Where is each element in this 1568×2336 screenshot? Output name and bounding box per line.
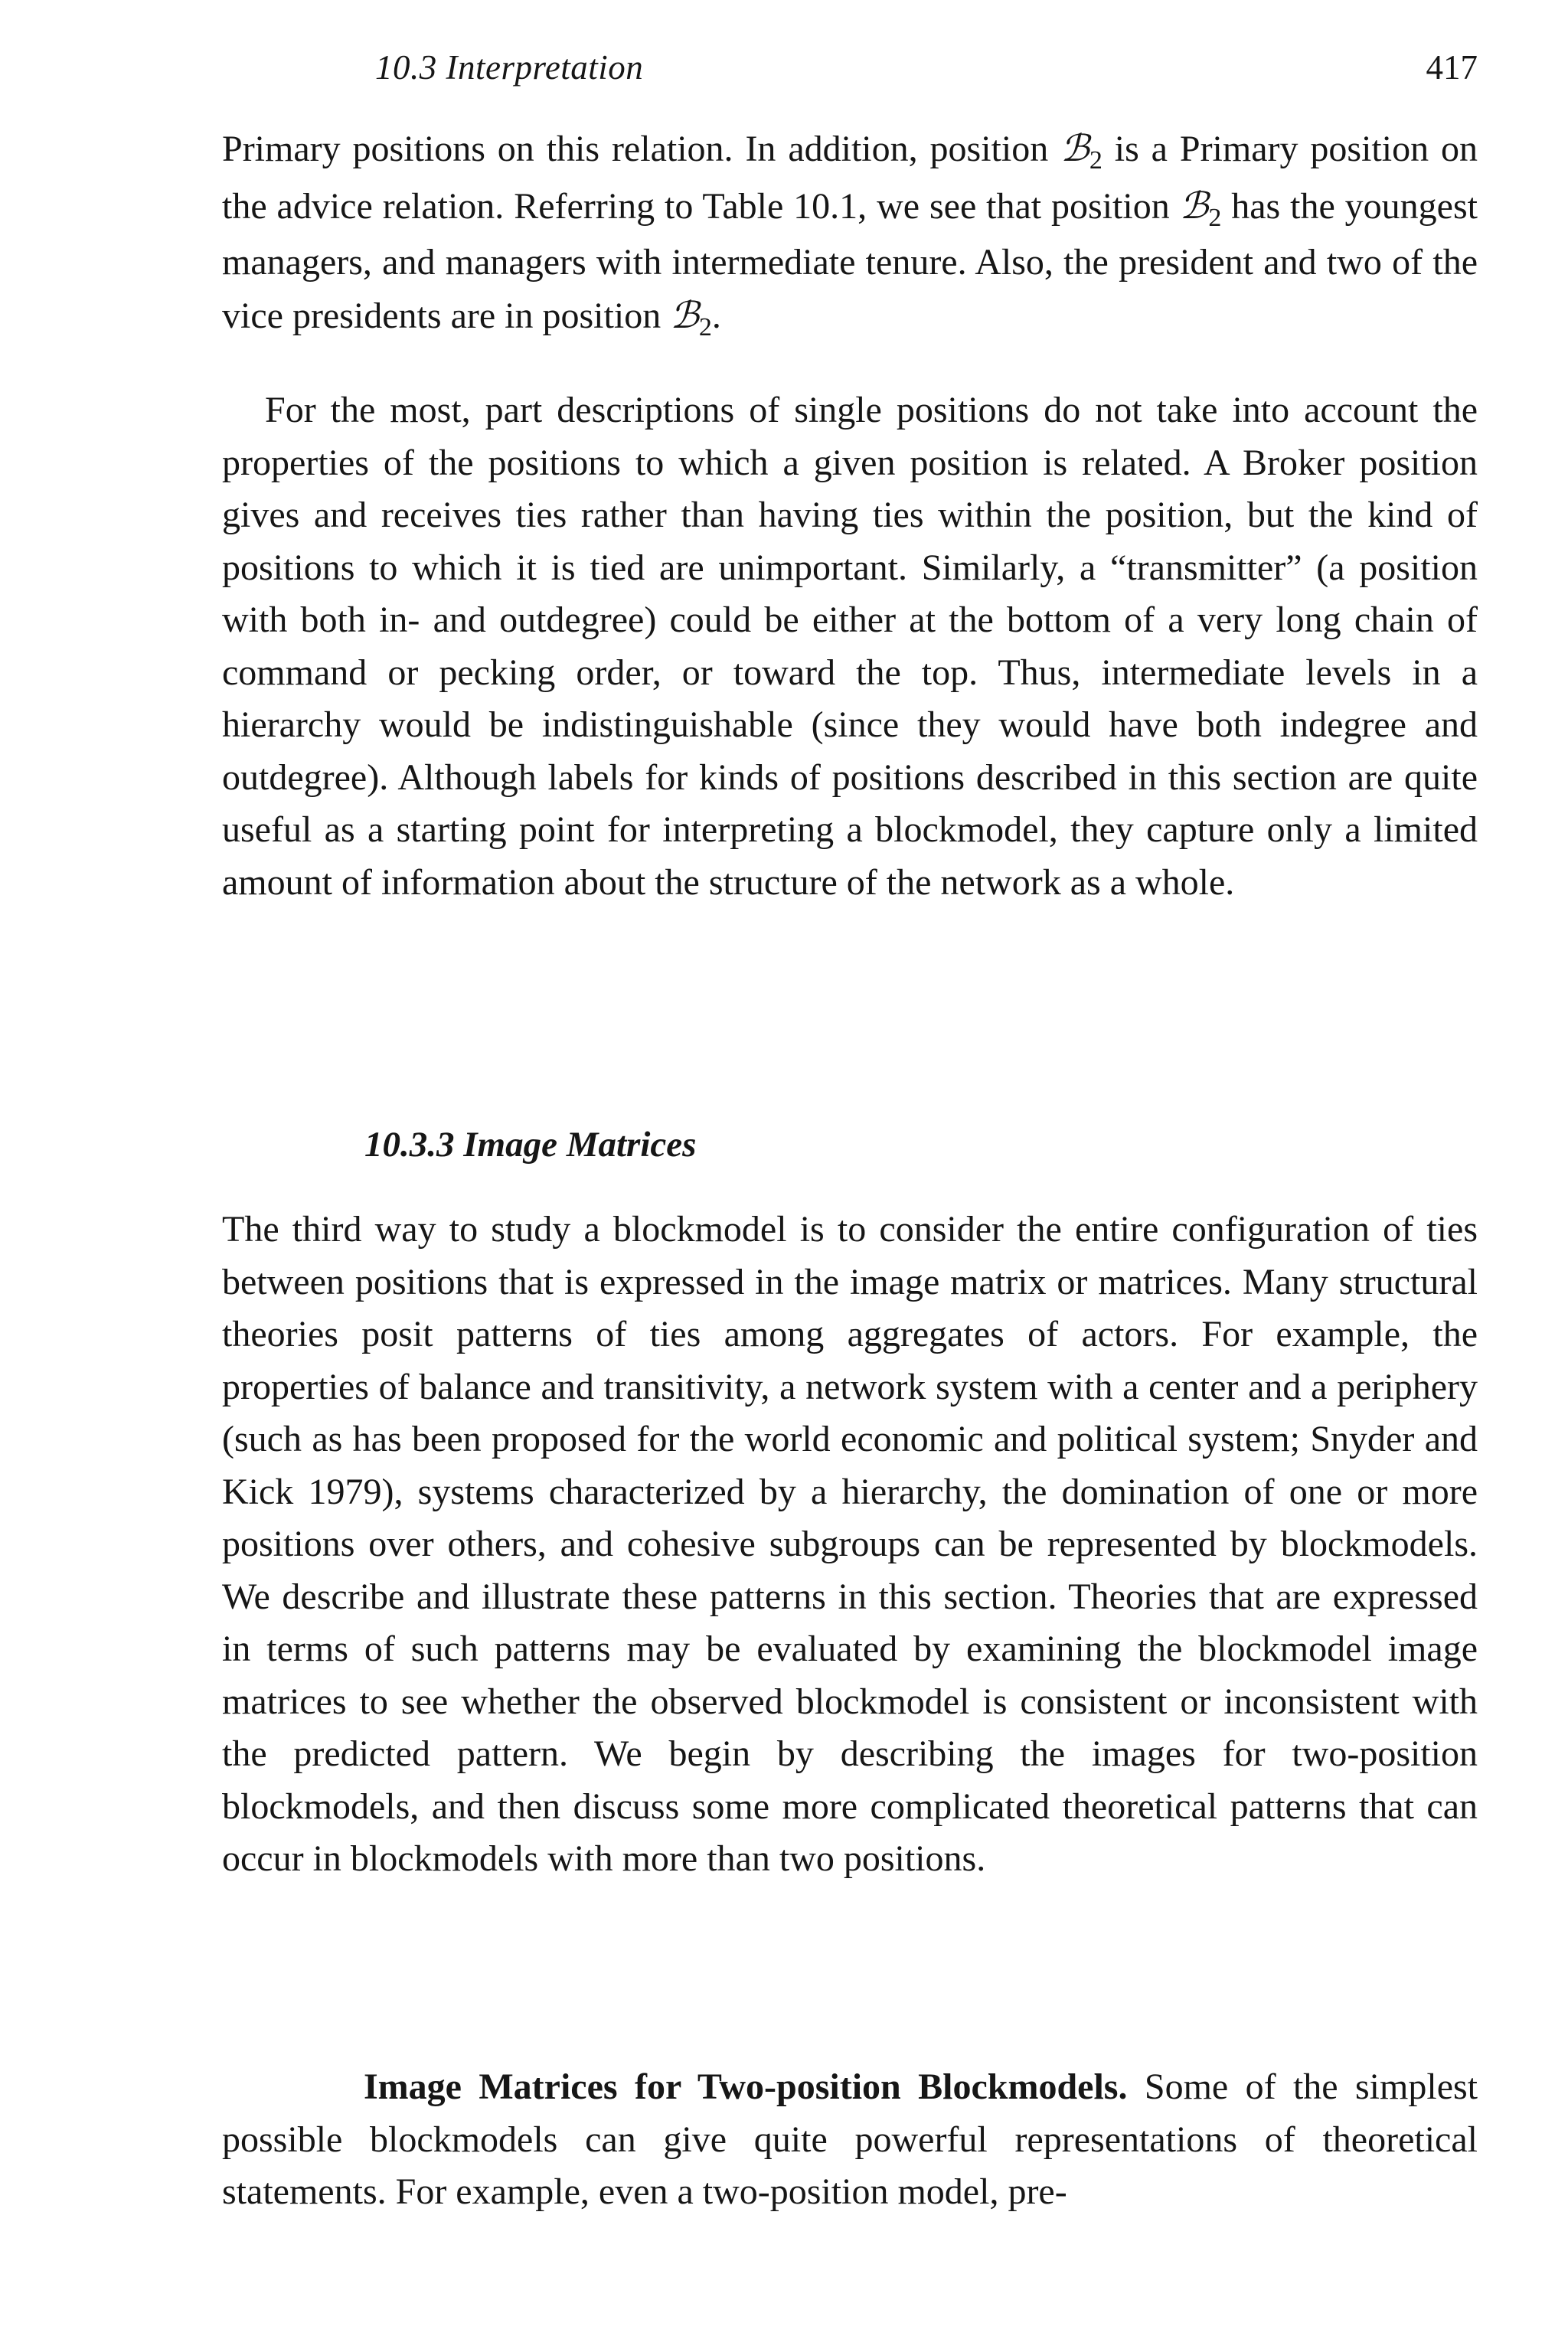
position-subscript: 2 (1089, 146, 1102, 175)
paragraph-two-position (222, 2061, 1478, 2219)
paragraph-text: Primary positions on this relation. In addition, position (222, 129, 1061, 169)
paragraph-text: has the youngest managers, and managers with intermediate tenure. Also, the president and two of the vice presidents are in position (222, 185, 1478, 336)
position-symbol: ℬ (670, 293, 699, 337)
section-heading: 10.3.3 Image Matrices (364, 1125, 697, 1165)
page-number: 417 (1426, 48, 1478, 87)
paragraph-image-matrices: The third way to study a blockmodel is to consider the entire configuration of ties between positions that is expressed in the image matrix or matrices. Many structural theories posit patterns of ties among aggregates of actors. For example, the properties of balance and transitivity, a network system with a center and a periphery (such as has been proposed for the world economic and political system; Snyder and Kick 1979), systems characterized by a hierarchy, the domination of one or more positions over others, and cohesive subgroups can be represented by blockmodels. We describe and illustrate these patterns in this section. Theories that are expressed in terms of such patterns may be evaluated by examining the blockmodel image matrices to see whether the observed blockmodel is consistent or inconsistent with the predicted pattern. We begin by describing the images for two-position blockmodels, and then discuss some more complicated theoretical patterns that can occur in blockmodels with more than two positions. (222, 1209, 1478, 1879)
position-subscript: 2 (1208, 203, 1222, 232)
running-head: 10.3 Interpretation (375, 48, 644, 87)
paragraph-text: Some of the simplest possible blockmodels can give quite powerful representations of theoretical statements. For example, even a two-position model, pre- (222, 2066, 1478, 2212)
paragraph-single-positions: For the most, part descriptions of single positions do not take into account the properties of the positions to which a given position is related. A Broker position gives and receives ties rather than having ties within the position, but the kind of positions to which it is tied are unimportant. Similarly, a “transmitter” (a position with both in- and outdegree) could be either at the bottom of a very long chain of command or pecking order, or toward the top. Thus, intermediate levels in a hierarchy would be indistinguishable (since they would have both indegree and outdegree). Although labels for kinds of positions described in this section are quite useful as a starting point for interpreting a blockmodel, they capture only a limited amount of information about the structure of the network as a whole. (222, 390, 1478, 903)
position-subscript: 2 (698, 312, 712, 341)
paragraph-text: is a Primary position on the advice relation. Referring to Table 10.1, we see that position (222, 129, 1478, 227)
paragraph-primary-positions (222, 123, 1478, 346)
position-symbol: ℬ (1179, 184, 1209, 227)
paragraph-text: . (711, 295, 721, 336)
subsection-heading: Image Matrices for Two-position Blockmodels. (364, 2066, 1128, 2107)
position-symbol: ℬ (1060, 127, 1089, 170)
